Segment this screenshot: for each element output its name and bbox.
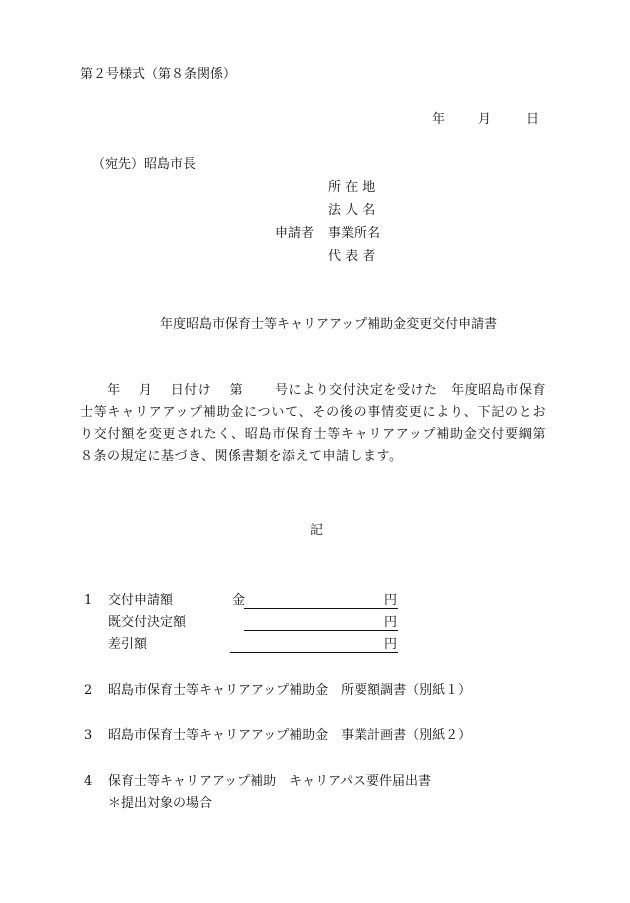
addressee: （宛先）昭島市長 [92,157,197,172]
amount-label-application: 交付申請額 [108,593,174,608]
amount-unit-underline-decided [384,630,398,631]
amount-prefix-kin: 金 [232,593,246,608]
date-year-label: 年 [432,112,446,127]
amount-line-application [244,608,384,609]
amount-unit-underline-difference [384,652,398,653]
item-4-note: ＊提出対象の場合 [108,796,213,811]
item-4-text: 保育士等キャリアアップ補助 キャリアパス要件届出書 [108,774,432,789]
ki-heading: 記 [310,523,324,538]
applicant-field-address: 所 在 地 [328,180,376,195]
item-2-number: 2 [84,683,93,698]
amount-unit-difference: 円 [384,637,398,652]
body-paragraph [80,380,546,468]
date-day-label: 日 [526,112,540,127]
date-month-label: 月 [478,112,492,127]
applicant-field-representative: 代 表 者 [328,249,376,264]
amount-line-difference [230,652,384,653]
item-1-number: 1 [84,593,93,608]
item-3-text: 昭島市保育士等キャリアアップ補助金 事業計画書（別紙２） [108,728,472,743]
amount-label-difference: 差引額 [108,637,148,652]
applicant-field-office: 事業所名 [328,226,381,241]
amount-unit-underline-application [384,608,398,609]
document-title: 年度昭島市保育士等キャリアアップ補助金変更交付申請書 [160,317,498,332]
body-text: 年 月 日付け 第 号により交付決定を受けた 年度昭島市保育士等キャリアアップ補助金について、その後の事情変更により、下記のとおり交付額を変更されたく、昭島市保育士等キャリアアップ補助金交付要綱第８条の規定に基づき、関係書類を添えて申請します。 [80,383,546,464]
applicant-label: 申請者 [275,226,315,241]
item-3-number: 3 [84,728,93,743]
applicant-field-corporation: 法 人 名 [328,203,376,218]
amount-unit-application: 円 [384,593,398,608]
amount-unit-decided: 円 [384,615,398,630]
amount-label-decided: 既交付決定額 [108,615,187,630]
item-4-number: 4 [84,774,93,789]
amount-line-decided [244,630,384,631]
item-2-text: 昭島市保育士等キャリアアップ補助金 所要額調書（別紙１） [108,683,472,698]
form-number: 第２号様式（第８条関係） [80,67,237,82]
